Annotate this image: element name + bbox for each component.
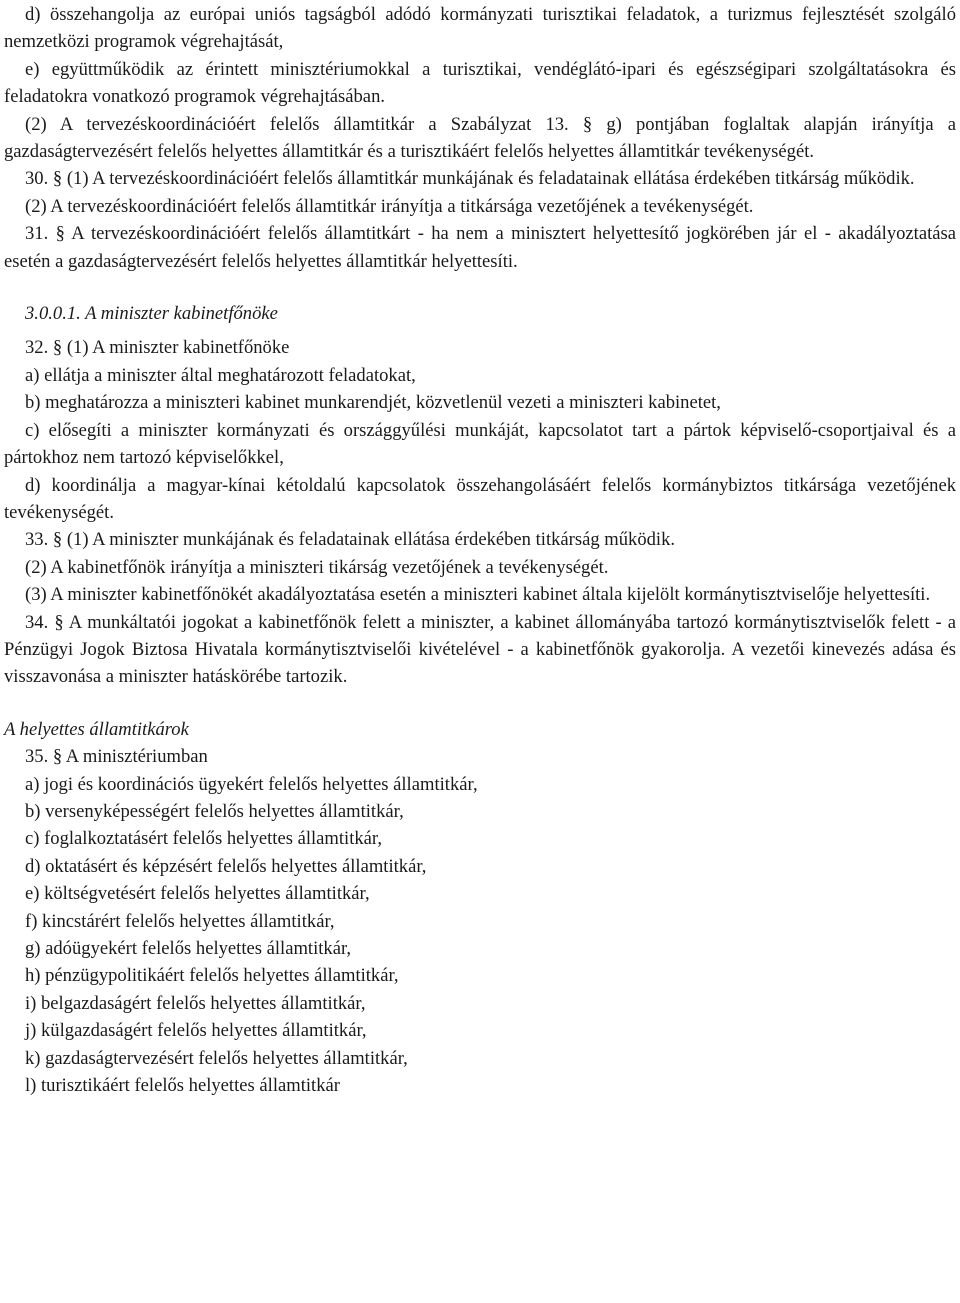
list-item-35-d: d) oktatásért és képzésért felelős helyettes államtitkár,: [25, 855, 427, 877]
paragraph-29-2: (2) A tervezéskoordinációért felelős államtitkár a Szabályzat 13. § g) pontjában foglaltak alapján irányítja a gazdaságtervezésért felelős helyettes államtitkár és a turisztikáért felelős helyettes államtitkár tevékenységét.: [4, 113, 956, 163]
paragraph-30-1: 30. § (1) A tervezéskoordinációért felelős államtitkár munkájának és feladatainak ellátása érdekében titkárság működik.: [25, 168, 915, 190]
section-heading-helyettes: A helyettes államtitkárok: [4, 718, 189, 740]
list-item-35-e: e) költségvetésért felelős helyettes államtitkár,: [25, 883, 370, 905]
paragraph-30-2: (2) A tervezéskoordinációért felelős államtitkár irányítja a titkársága vezetőjének a tevékenységét.: [25, 195, 754, 217]
paragraph-item-d: d) összehangolja az európai uniós tagságból adódó kormányzati turisztikai feladatok, a turizmus fejlesztését szolgáló nemzetközi programok végrehajtását,: [4, 4, 956, 53]
list-item-35-a: a) jogi és koordinációs ügyekért felelős helyettes államtitkár,: [25, 773, 478, 795]
list-item-35-k: k) gazdaságtervezésért felelős helyettes államtitkár,: [25, 1047, 408, 1069]
list-item-35-l: l) turisztikáért felelős helyettes államtitkár: [25, 1075, 340, 1097]
paragraph-32-a: a) ellátja a miniszter által meghatározott feladatokat,: [25, 364, 416, 386]
section-heading-kabinetfonok: 3.0.0.1. A miniszter kabinetfőnöke: [25, 303, 278, 325]
paragraph-32-intro: 32. § (1) A miniszter kabinetfőnöke: [25, 337, 290, 359]
list-item-35-i: i) belgazdaságért felelős helyettes államtitkár,: [25, 992, 366, 1014]
paragraph-34: 34. § A munkáltatói jogokat a kabinetfőnök felett a miniszter, a kabinet állományába tartozó kormánytisztviselők felett - a Pénzügyi Jogok Biztosa Hivatala kormánytisztviselői kivételével - a kabinetfőnök gyakorolja. A vezetői kinevezés adása és visszavonása a miniszter hatáskörébe tartozik.: [4, 611, 956, 688]
paragraph-35-intro: 35. § A minisztériumban: [25, 746, 208, 768]
list-item-35-h: h) pénzügypolitikáért felelős helyettes államtitkár,: [25, 965, 399, 987]
list-item-35-b: b) versenyképességért felelős helyettes államtitkár,: [25, 800, 404, 822]
paragraph-33-3: (3) A miniszter kabinetfőnökét akadályoztatása esetén a miniszteri kabinet általa kijelölt kormánytisztviselője helyettesíti.: [25, 584, 931, 606]
list-item-35-g: g) adóügyekért felelős helyettes államtitkár,: [25, 938, 352, 959]
paragraph-32-d: d) koordinálja a magyar-kínai kétoldalú kapcsolatok összehangolásáért felelős kormánybiztos titkársága vezetőjének tevékenységét.: [4, 474, 956, 523]
list-item-35-c: c) foglalkoztatásért felelős helyettes államtitkár,: [25, 828, 383, 850]
paragraph-33-2: (2) A kabinetfőnök irányítja a miniszteri tikárság vezetőjének a tevékenységét.: [25, 556, 609, 578]
paragraph-32-c: c) elősegíti a miniszter kormányzati és országgyűlési munkáját, kapcsolatot tart a pártok képviselő-csoportjaival és a pártokhoz nem tartozó képviselőkkel,: [4, 419, 956, 469]
paragraph-33-1: 33. § (1) A miniszter munkájának és feladatainak ellátása érdekében titkárság működik.: [25, 529, 676, 551]
paragraph-32-b: b) meghatározza a miniszteri kabinet munkarendjét, közvetlenül vezeti a miniszteri kabinetet,: [25, 392, 721, 414]
list-item-35-f: f) kincstárért felelős helyettes államtitkár,: [25, 910, 335, 932]
paragraph-31: 31. § A tervezéskoordinációért felelős államtitkárt - ha nem a minisztert helyettesítő jogkörében jár el - akadályoztatása esetén a gazdaságtervezésért felelős helyettes államtitkár helyettesíti.: [4, 223, 956, 272]
paragraph-item-e: e) együttműködik az érintett minisztériumokkal a turisztikai, vendéglátó-ipari és egészségipari szolgáltatásokra és feladatokra vonatkozó programok végrehajtásában.: [4, 58, 956, 108]
list-item-35-j: j) külgazdaságért felelős helyettes államtitkár,: [25, 1020, 367, 1042]
